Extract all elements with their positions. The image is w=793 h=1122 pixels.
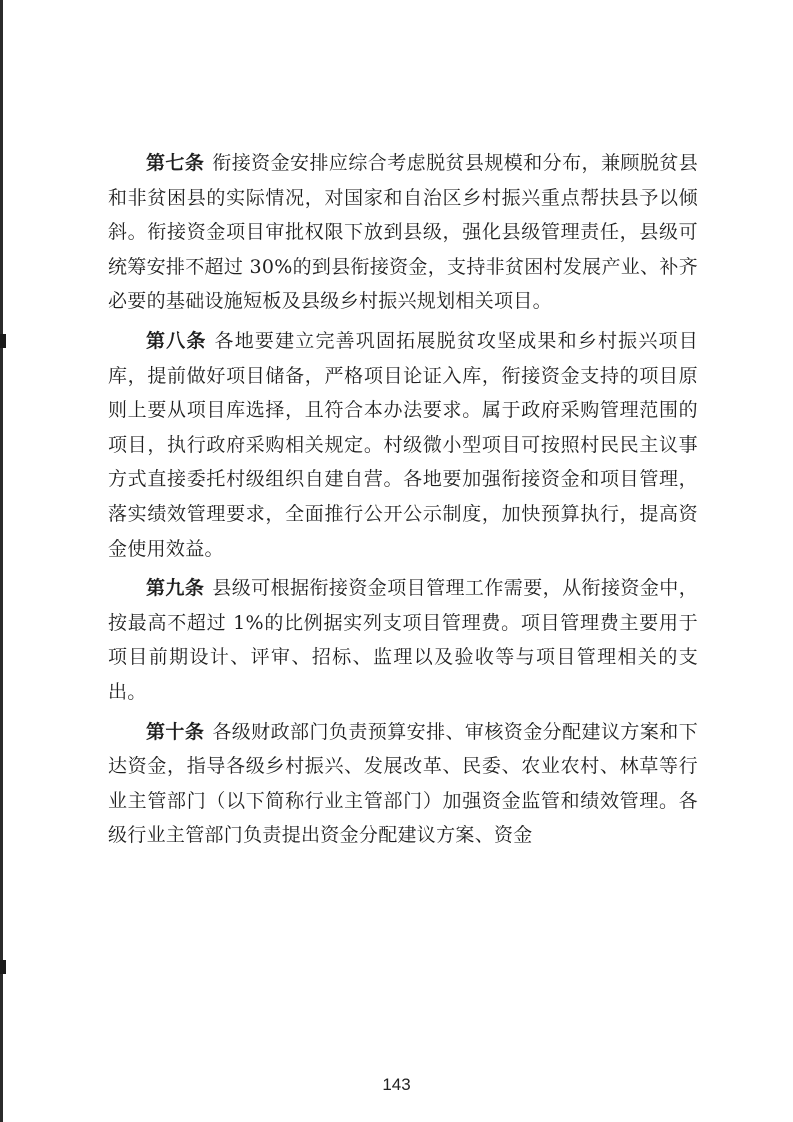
article-10-paragraph <box>108 715 698 853</box>
article-7-paragraph <box>108 146 698 319</box>
article-9-text: 县级可根据衔接资金项目管理工作需要，从衔接资金中，按最高不超过 1%的比例据实列支项目管理费。项目管理费主要用于项目前期设计、评审、招标、监理以及验收等与项目管理相关的支出。 <box>108 577 698 703</box>
article-8-heading: 第八条 <box>146 329 207 352</box>
article-8-paragraph <box>108 324 698 566</box>
scan-edge <box>0 0 3 1122</box>
article-7-text: 衔接资金安排应综合考虑脱贫县规模和分布，兼顾脱贫县和非贫困县的实际情况，对国家和自治区乡村振兴重点帮扶县予以倾斜。衔接资金项目审批权限下放到县级，强化县级管理责任，县级可统筹安排不超过 30%的到县衔接资金，支持非贫困村发展产业、补齐必要的基础设施短板及县级乡村振兴规划相关项目。 <box>108 152 698 313</box>
page-number: 143 <box>382 1075 411 1094</box>
document-body <box>108 146 698 858</box>
article-10-heading: 第十条 <box>146 720 205 743</box>
article-10-text: 各级财政部门负责预算安排、审核资金分配建议方案和下达资金，指导各级乡村振兴、发展改革、民委、农业农村、林草等行业主管部门（以下简称行业主管部门）加强资金监管和绩效管理。各级行业主管部门负责提出资金分配建议方案、资金 <box>108 720 698 847</box>
article-9-heading: 第九条 <box>146 577 205 600</box>
article-7-heading: 第七条 <box>146 152 205 174</box>
article-8-text: 各地要建立完善巩固拓展脱贫攻坚成果和乡村振兴项目库，提前做好项目储备，严格项目论证入库，衔接资金支持的项目原则上要从项目库选择，且符合本办法要求。属于政府采购管理范围的项目，执行政府采购相关规定。村级微小型项目可按照村民民主议事方式直接委托村级组织自建自营。各地要加强衔接资金和项目管理，落实绩效管理要求，全面推行公开公示制度，加快预算执行，提高资金使用效益。 <box>108 329 698 560</box>
scan-edge-mark <box>0 960 6 974</box>
article-9-paragraph <box>108 571 698 709</box>
scan-edge-mark <box>0 334 6 348</box>
